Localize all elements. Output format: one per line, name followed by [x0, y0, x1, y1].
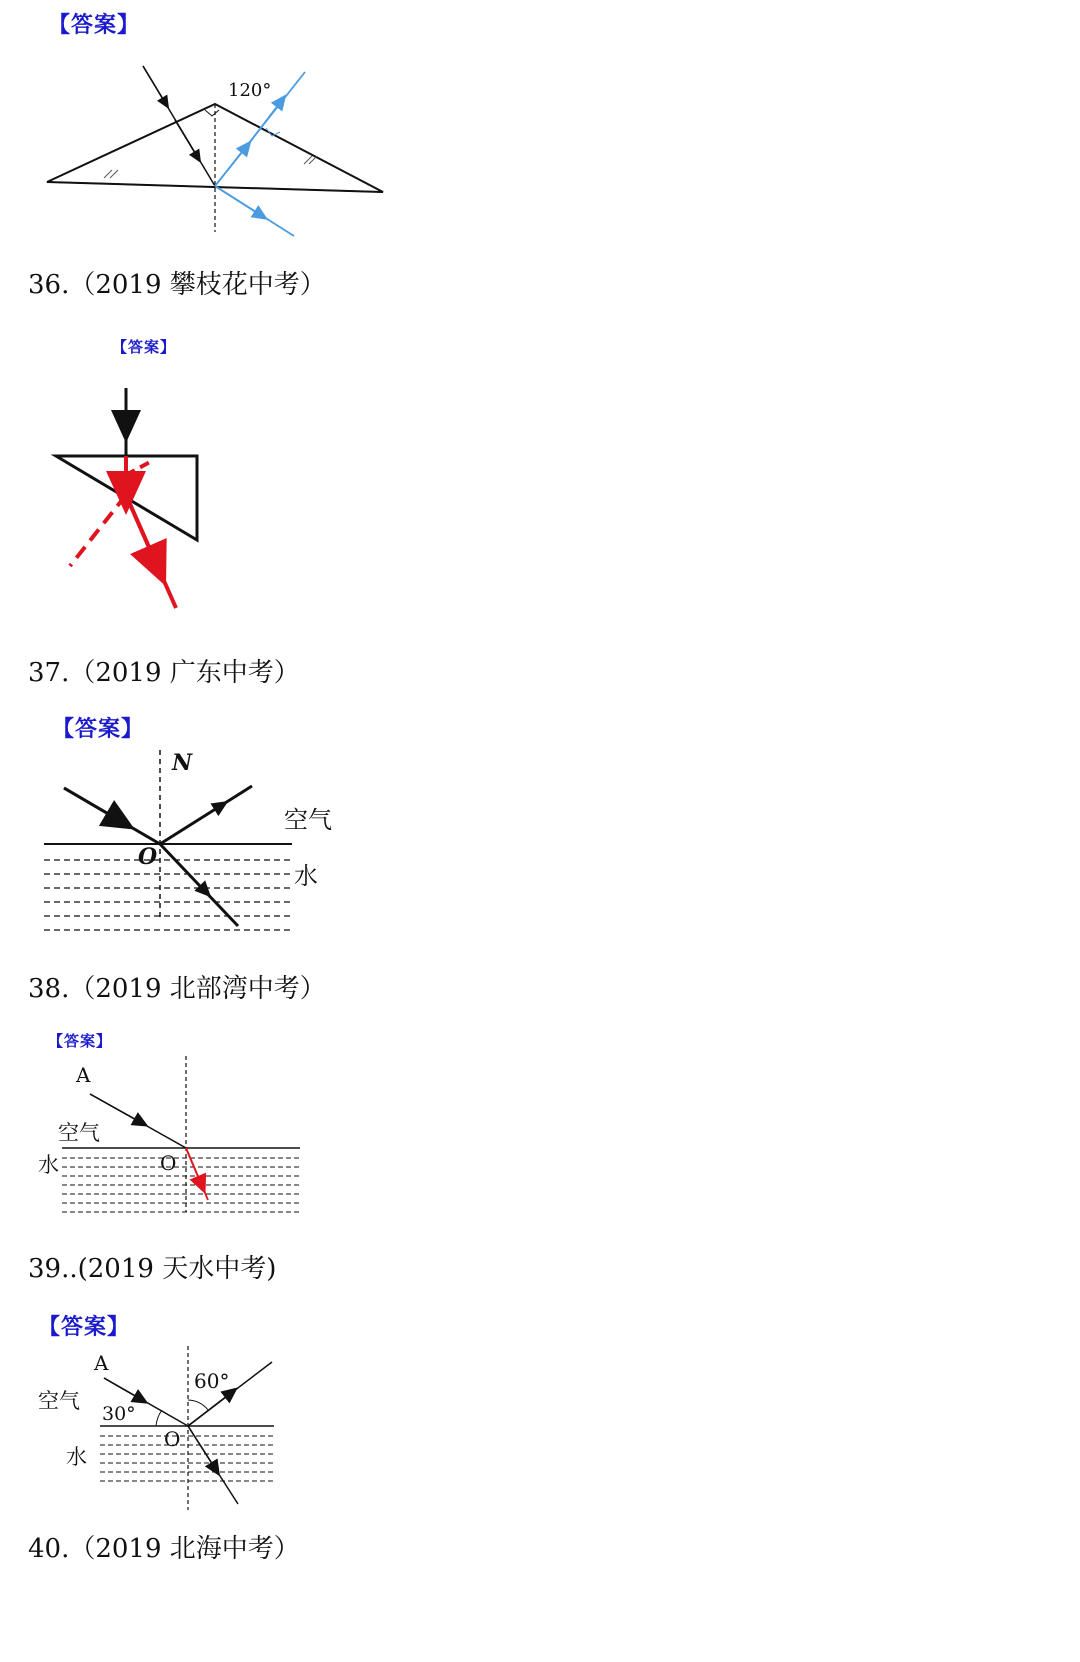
ray-label: A: [94, 1351, 109, 1375]
air-label: 空气: [58, 1121, 100, 1145]
answer-label: 【答案】: [48, 1032, 113, 1050]
air-water-diagram-1: [0, 740, 1080, 960]
question-39: 39..(2019 天水中考): [28, 1254, 277, 1284]
prism-diagram: [0, 0, 1080, 250]
ray-label: A: [76, 1063, 91, 1087]
point-label: O: [164, 1427, 181, 1451]
water-label: 水: [38, 1153, 59, 1177]
point-label: O: [160, 1151, 177, 1175]
water-label: 水: [66, 1445, 87, 1469]
air-water-diagram-3: [0, 1340, 1080, 1540]
air-label: 空气: [38, 1389, 80, 1413]
point-label: O: [138, 844, 158, 870]
answer-label: 【答案】: [38, 1315, 131, 1340]
triangle-prism-diagram: [0, 340, 1080, 640]
angle-60-label: 60°: [194, 1369, 230, 1393]
angle-30-label: 30°: [102, 1403, 136, 1425]
answer-label: 【答案】: [52, 717, 145, 742]
angle-arc-30: [156, 1410, 162, 1426]
air-water-diagram-2: [0, 1050, 1080, 1230]
answer-label: 【答案】: [112, 338, 177, 356]
air-label: 空气: [284, 806, 332, 834]
red-dashed-extension: [70, 495, 126, 566]
water-label: 水: [294, 862, 318, 890]
question-37: 37.（2019 广东中考）: [28, 658, 300, 688]
normal-label: N: [172, 750, 193, 776]
question-40: 40.（2019 北海中考）: [28, 1534, 300, 1564]
angle-label: 120°: [228, 80, 272, 101]
question-36: 36.（2019 攀枝花中考）: [28, 270, 326, 300]
question-38: 38.（2019 北部湾中考）: [28, 974, 326, 1004]
red-reflected-dashed: [126, 462, 150, 475]
answer-label: 【答案】: [48, 13, 141, 38]
angle-arc-60: [188, 1400, 208, 1410]
